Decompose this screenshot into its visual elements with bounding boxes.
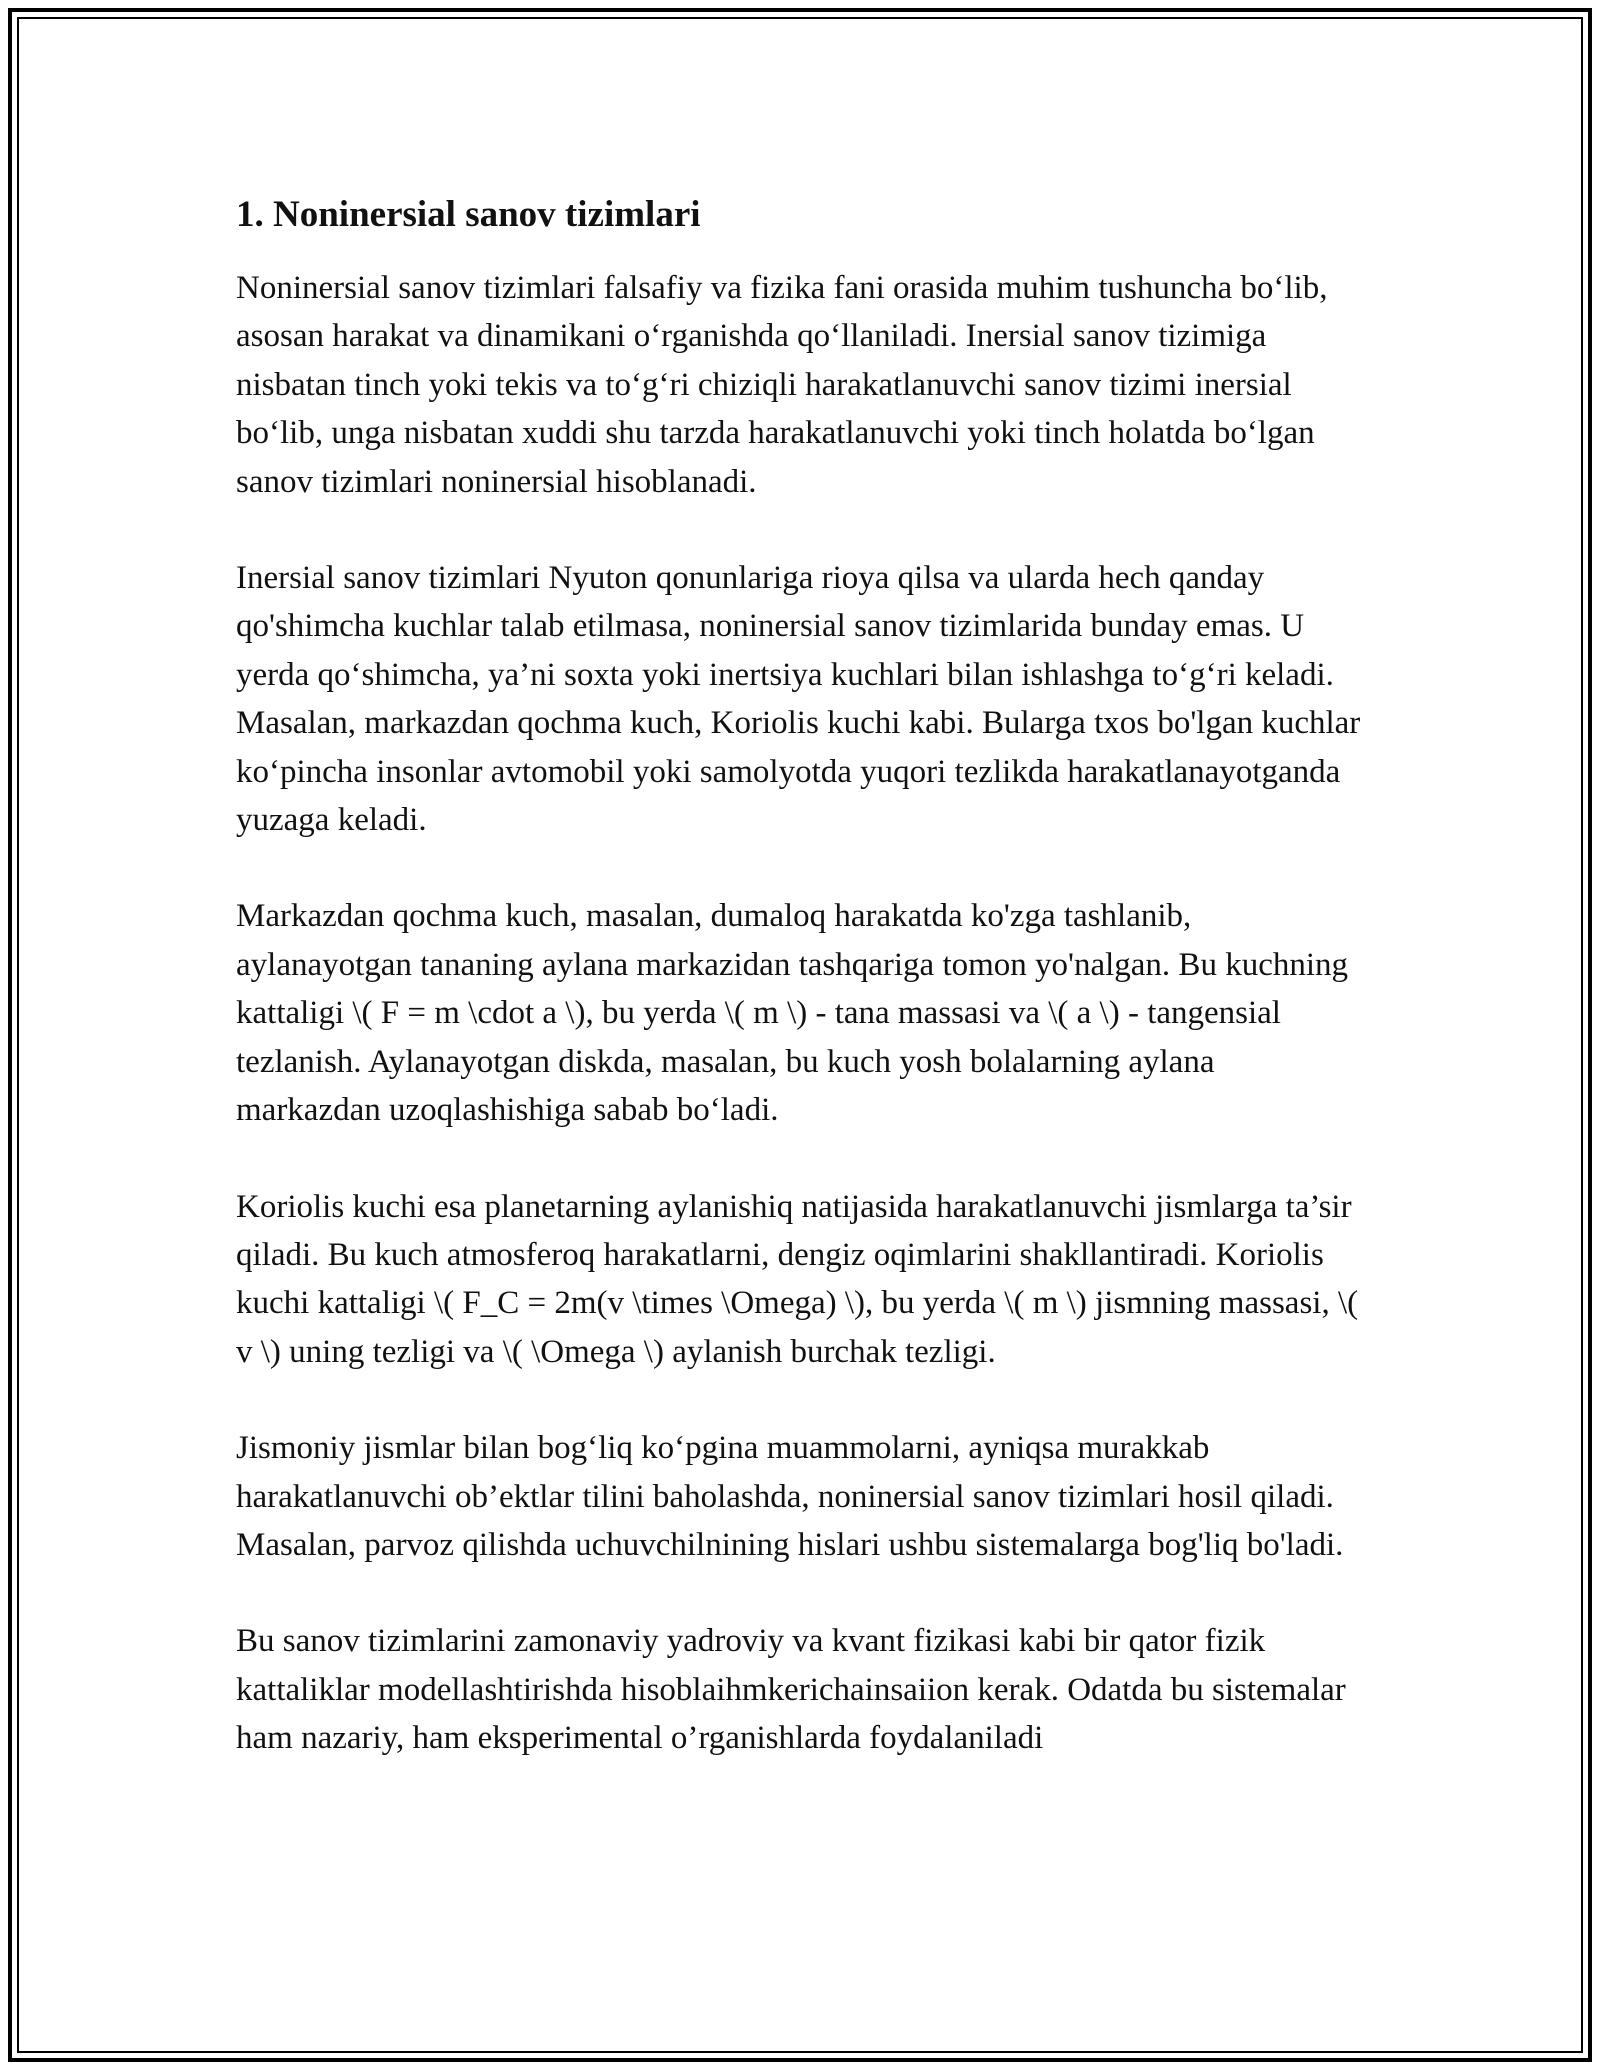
paragraph-3: Markazdan qochma kuch, masalan, dumaloq harakatda ko'zga tashlanib, aylanayotgan tananing aylana markazidan tashqariga tomon yo'nalgan. Bu kuchning kattaligi \( F = m \cdot a \), bu yerda \( m \) - tana massasi va \( a \) - tangensial tezlanish. Aylanayotgan diskda, masalan, bu kuch yosh bolalarning aylana markazdan uzoqlashishiga sabab bo‘ladi.	[236, 898, 1349, 1129]
document-body	[236, 188, 1366, 1811]
section-heading: 1. Noninersial sanov tizimlari	[236, 194, 701, 235]
paragraph-1: Noninersial sanov tizimlari falsafiy va fizika fani orasida muhim tushuncha bo‘lib, asosan harakat va dinamikani o‘rganishda qo‘llaniladi. Inersial sanov tizimiga nisbatan tinch yoki tekis va to‘g‘ri chiziqli harakatlanuvchi sanov tizimi inersial bo‘lib, unga nisbatan xuddi shu tarzda harakatlanuvchi yoki tinch holatda bo‘lgan sanov tizimlari noninersial hisoblanadi.	[236, 270, 1328, 500]
paragraph-6: Bu sanov tizimlarini zamonaviy yadroviy va kvant fizikasi kabi bir qator fizik kattaliklar modellashtirishda hisoblaihmkerichainsaiion kerak. Odatda bu sistemalar ham nazariy, ham eksperimental o’rganishlarda foydalaniladi	[236, 1623, 1346, 1757]
paragraph-5: Jismoniy jismlar bilan bog‘liq ko‘pgina muammolarni, ayniqsa murakkab harakatlanuvchi ob’ektlar tilini baholashda, noninersial sanov tizimlari hosil qiladi. Masalan, parvoz qilishda uchuvchilnining hislari ushbu sistemalarga bog'liq bo'ladi.	[236, 1430, 1344, 1563]
paragraph-2: Inersial sanov tizimlari Nyuton qonunlariga rioya qilsa va ularda hech qanday qo'shimcha kuchlar talab etilmasa, noninersial sanov tizimlarida bunday emas. U yerda qo‘shimcha, ya’ni soxta yoki inertsiya kuchlari bilan ishlashga to‘g‘ri keladi. Masalan, markazdan qochma kuch, Koriolis kuchi kabi. Bularga txos bo'lgan kuchlar ko‘pincha insonlar avtomobil yoki samolyotda yuqori tezlikda harakatlanayotganda yuzaga keladi.	[236, 560, 1361, 839]
paragraph-4: Koriolis kuchi esa planetarning aylanishiq natijasida harakatlanuvchi jismlarga ta’sir qiladi. Bu kuch atmosferoq harakatlarni, dengiz oqimlarini shakllantiradi. Koriolis kuchi kattaligi \( F_C = 2m(v \times \Omega) \), bu yerda \( m \) jismning massasi, \( v \) uning tezligi va \( \Omega \) aylanish burchak tezligi.	[236, 1188, 1359, 1370]
